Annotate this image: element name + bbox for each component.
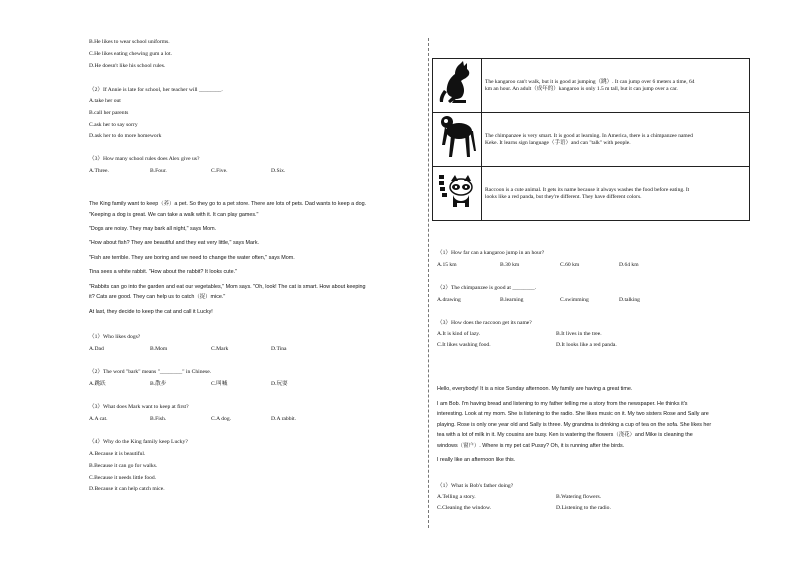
option-d[interactable]: D.It looks like a red panda. — [556, 342, 617, 348]
option-d[interactable]: D.Six. — [271, 168, 286, 174]
option-c[interactable]: C.Five. — [211, 168, 228, 174]
option-c[interactable]: C.叫喊 — [211, 381, 228, 387]
option-b[interactable]: B.Because it can go for walks. — [89, 463, 158, 469]
option-d[interactable]: D.Listening to the radio. — [556, 505, 611, 511]
question-text: （2）If Annie is late for school, her teacher will ________. — [89, 87, 223, 93]
option-c[interactable]: C.ask her to say sorry — [89, 122, 138, 128]
option-b[interactable]: B.Four. — [150, 168, 167, 174]
option-a[interactable]: A.A cat. — [89, 416, 108, 422]
option-a[interactable]: A.take her out — [89, 98, 121, 104]
passage-line: At last, they decide to keep the cat and call it Lucky! — [89, 309, 213, 315]
question-text: （2）The chimpanzee is good at ________. — [437, 285, 537, 291]
animal-description — [482, 167, 750, 221]
option-a[interactable]: A.跳跃 — [89, 381, 106, 387]
option-d[interactable]: D.ask her to do more homework — [89, 133, 162, 139]
passage-line: "Keeping a dog is great. We can take a walk with it. It can play games." — [89, 212, 259, 218]
description-line: looks like a red panda, but they're different. They have different colors. — [485, 193, 642, 200]
option-a[interactable]: A.It is kind of lazy. — [437, 331, 481, 337]
passage-line: "How about fish? They are beautiful and they eat very little," says Mark. — [89, 240, 260, 246]
passage-line: playing. Rose is only one year old and Sally is three. My grandma is drinking a cup of tea on the sofa. She likes her — [437, 422, 712, 428]
option-b[interactable]: B.Mom — [150, 346, 168, 352]
option-c[interactable]: C.Mark — [211, 346, 229, 352]
table-row — [433, 113, 750, 167]
passage-line: tea with a lot of milk in it. My cousins are busy. Ken is watering the flowers（浇花）and Mike is cleaning the — [437, 432, 693, 438]
option-a[interactable]: A.Dad — [89, 346, 104, 352]
picture-cell — [433, 59, 482, 113]
option-d[interactable]: D.He doesn't like his school rules. — [89, 63, 166, 69]
question-text: （1）What is Bob's father doing? — [437, 483, 514, 489]
option-c[interactable]: C.Cleaning the window. — [437, 505, 492, 511]
picture-cell — [433, 167, 482, 221]
question-text: （1）Who likes dogs? — [89, 334, 141, 340]
option-b[interactable]: B.30 km — [500, 262, 520, 268]
picture-cell — [433, 113, 482, 167]
question-text: （3）How many school rules does Alex give us? — [89, 156, 200, 162]
table-row — [433, 167, 750, 221]
question-text: （3）What does Mark want to keep at first? — [89, 404, 189, 410]
description-line: Raccoon is a cute animal. It gets its name because it always washes the food before eating. It — [485, 186, 690, 193]
option-d[interactable]: D.Tina — [271, 346, 287, 352]
option-b[interactable]: B.learning — [500, 297, 524, 303]
description-line: The chimpanzee is very smart. It is good at learning. In America, there is a chimpanzee named — [485, 132, 693, 139]
passage-line: I am Bob. I'm having bread and listening to my father telling me a story from the newspaper. He thinks it's — [437, 401, 688, 407]
question-text: （4）Why do the King family keep Lucky? — [89, 439, 188, 445]
option-d[interactable]: D.玩耍 — [271, 381, 288, 387]
kangaroo-icon — [438, 60, 476, 106]
option-d[interactable]: D.64 km — [619, 262, 639, 268]
option-c[interactable]: C.A dog. — [211, 416, 232, 422]
passage-line: Tina sees a white rabbit. "How about the rabbit? It looks cute." — [89, 269, 238, 275]
passage-line: windows（窗户）. Where is my pet cat Pussy? Oh, it is running after the birds. — [437, 443, 625, 449]
description-line: The kangaroo can't walk, but it is good at jumping（跳）. It can jump over 6 meters a time, 64 — [485, 78, 695, 85]
passage-line: I really like an afternoon like this. — [437, 457, 516, 463]
description-line: Keke. It learns sign language（手语）and can "talk" with people. — [485, 139, 631, 146]
option-d[interactable]: D.Because it can help catch mice. — [89, 486, 165, 492]
option-b[interactable]: B.He likes to wear school uniforms. — [89, 39, 170, 45]
option-a[interactable]: A.15 km — [437, 262, 457, 268]
passage-line: Hello, everybody! It is a nice Sunday afternoon. My family are having a great time. — [437, 386, 633, 392]
option-a[interactable]: A.Telling a story. — [437, 494, 476, 500]
passage-line: "Dogs are noisy. They may bark all night," says Mom. — [89, 226, 217, 232]
option-b[interactable]: B.散步 — [150, 381, 167, 387]
option-b[interactable]: B.It lives in the tree. — [556, 331, 602, 337]
option-b[interactable]: B.Fish. — [150, 416, 167, 422]
option-a[interactable]: A.drawing — [437, 297, 461, 303]
animal-table — [432, 58, 750, 221]
passage-line: it? Cats are good. They can help us to catch（捉）mice." — [89, 294, 226, 300]
question-text: （2）The word "bark" means "________" in Chinese. — [89, 369, 212, 375]
passage-line: "Fish are terrible. They are boring and we need to change the water often," says Mom. — [89, 255, 295, 261]
option-b[interactable]: B.Watering flowers. — [556, 494, 602, 500]
description-line: km an hour. An adult（成年的）kangaroo is only 1.5 m tall, but it can jump over a car. — [485, 85, 678, 92]
option-d[interactable]: D.talking — [619, 297, 640, 303]
option-a[interactable]: A.Three. — [89, 168, 109, 174]
option-d[interactable]: D.A rabbit. — [271, 416, 297, 422]
option-c[interactable]: C.Because it needs little food. — [89, 475, 157, 481]
column-divider — [428, 38, 429, 528]
raccoon-icon — [437, 171, 477, 211]
option-c[interactable]: C.It likes washing food. — [437, 342, 491, 348]
chimpanzee-icon — [437, 113, 477, 161]
question-text: （3）How does the raccoon get its name? — [437, 320, 532, 326]
option-a[interactable]: A.Because it is beautiful. — [89, 451, 146, 457]
animal-description — [482, 113, 750, 167]
option-c[interactable]: C.He likes eating chewing gum a lot. — [89, 51, 172, 57]
option-c[interactable]: C.60 km — [560, 262, 580, 268]
table-row — [433, 59, 750, 113]
passage-line: interesting. Look at my mom. She is listening to the radio. She likes music on it. My two sisters Rose and Sally are — [437, 411, 709, 417]
question-text: （1）How far can a kangaroo jump in an hour? — [437, 250, 545, 256]
option-c[interactable]: C.swimming — [560, 297, 589, 303]
passage-line: "Rabbits can go into the garden and eat our vegetables," Mom says. "Oh, look! The cat is smart. How about keeping — [89, 284, 366, 290]
animal-description — [482, 59, 750, 113]
option-b[interactable]: B.call her parents — [89, 110, 129, 116]
passage-line: The King family want to keep（养）a pet. So they go to a pet store. There are lots of pets. Dad wants to keep a dog. — [89, 201, 367, 207]
